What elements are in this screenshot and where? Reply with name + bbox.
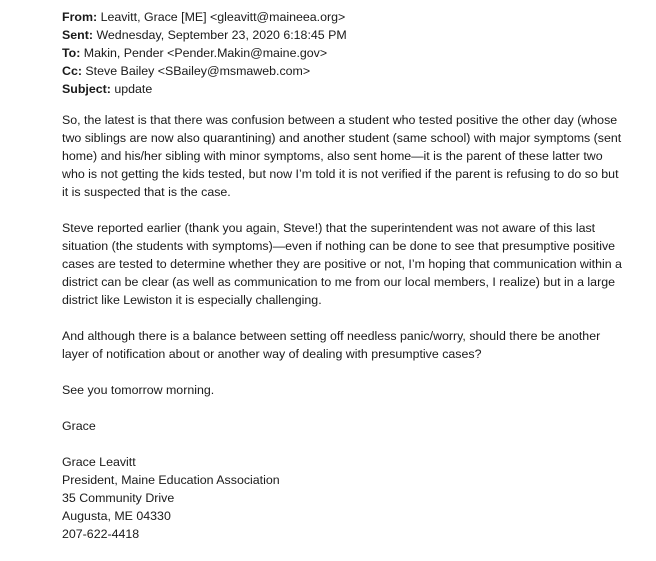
- sent-row: [62, 26, 622, 44]
- body-paragraph-4: See you tomorrow morning.: [62, 383, 215, 397]
- signature-phone: 207-622-4418: [62, 527, 140, 541]
- from-row: [62, 8, 622, 26]
- signature-block: [62, 453, 622, 543]
- signature-address-line-2: Augusta, ME 04330: [62, 509, 171, 523]
- cc-label: Cc:: [62, 64, 82, 78]
- cc-value: Steve Bailey <SBailey@msmaweb.com>: [85, 64, 311, 78]
- subject-label: Subject:: [62, 82, 111, 96]
- sent-label: Sent:: [62, 28, 93, 42]
- from-value: Leavitt, Grace [ME] <gleavitt@maineea.org>: [100, 10, 346, 24]
- to-value: Makin, Pender <Pender.Makin@maine.gov>: [83, 46, 328, 60]
- body-paragraph-3: And although there is a balance between setting off needless panic/worry, should there be another layer of notification about or another way of dealing with presumptive cases?: [62, 329, 601, 361]
- from-label: From:: [62, 10, 98, 24]
- email-message: [62, 8, 622, 543]
- subject-value: update: [114, 82, 153, 96]
- body-paragraph-2: Steve reported earlier (thank you again, Steve!) that the superintendent was not aware of this last situation (the students with symptoms)—even if nothing can be done to see that presumptive positive cases are tested to determine whether they are positive or not, I’m hoping that communication within a district can be clear (as well as communication to me from our local members, I realize) but in a large district like Lewiston it is especially challenging.: [62, 221, 622, 307]
- body-paragraph-1: So, the latest is that there was confusion between a student who tested positive the other day (whose two siblings are now also quarantining) and another student (same school) with major symptoms (sent home) and his/her sibling with minor symptoms, also sent home—it is the parent of these latter two who is not getting the kids tested, but now I’m told it is not verified if the parent is refusing to do so but it is suspected that is the case.: [62, 113, 622, 199]
- signature-title: President, Maine Education Association: [62, 473, 280, 487]
- cc-row: [62, 62, 622, 80]
- subject-row: [62, 80, 622, 98]
- to-label: To:: [62, 46, 81, 60]
- sent-value: Wednesday, September 23, 2020 6:18:45 PM: [96, 28, 347, 42]
- body-paragraph-5: Grace: [62, 419, 96, 433]
- email-body: [62, 111, 622, 435]
- signature-address-line-1: 35 Community Drive: [62, 491, 175, 505]
- signature-name: Grace Leavitt: [62, 455, 136, 469]
- to-row: [62, 44, 622, 62]
- email-headers: [62, 8, 622, 98]
